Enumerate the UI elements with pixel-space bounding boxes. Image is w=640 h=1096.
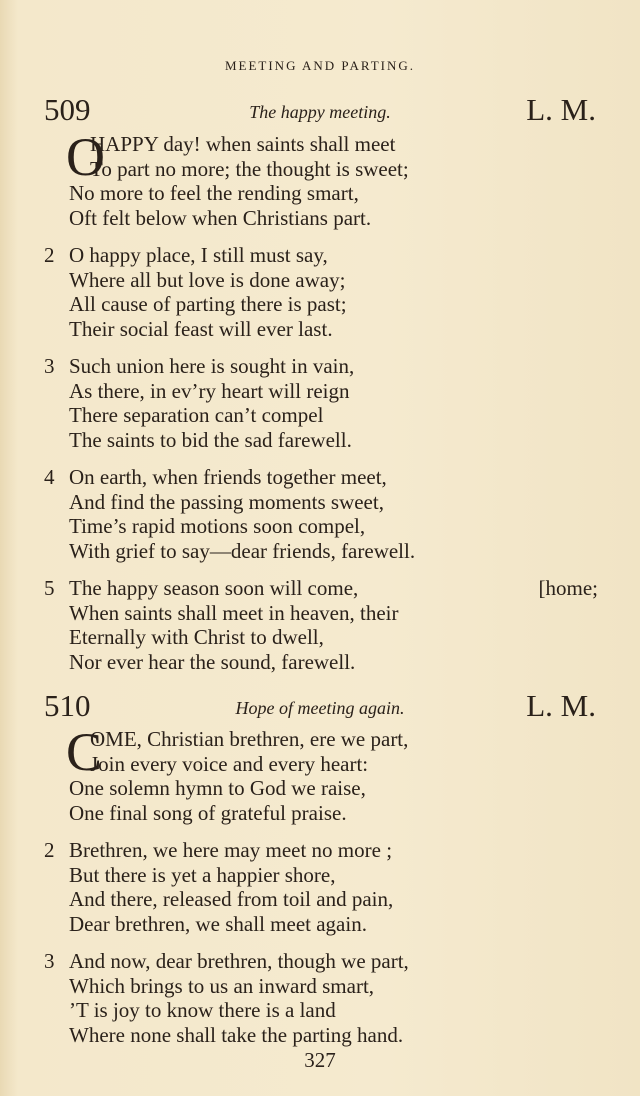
verse-line: [44, 576, 600, 601]
verse-line: And find the passing moments sweet,: [69, 489, 384, 514]
verse-line: No more to feel the rending smart,: [69, 181, 359, 205]
hymn-title: The happy meeting.: [249, 102, 391, 122]
turnover-word: [home;: [538, 576, 598, 600]
hymn-meter: L. M.: [526, 92, 596, 127]
verse-line: All cause of parting there is past;: [69, 292, 347, 316]
stanza-number: 3: [44, 949, 55, 973]
hymn-meter: L. M.: [526, 688, 596, 723]
verse-line: The saints to bid the sad farewell.: [69, 427, 352, 452]
stanza-number: 3: [44, 354, 55, 378]
drop-cap: C: [66, 722, 103, 782]
verse-line: When saints shall meet in heaven, their: [69, 600, 399, 625]
verse-line-text: The happy season soon will come,: [69, 576, 359, 600]
verse-line: Their social feast will ever last.: [69, 316, 333, 341]
verse-line: Such union here is sought in vain,: [69, 354, 355, 378]
verse-line: HAPPY day! when saints shall meet: [90, 132, 396, 156]
drop-cap: O: [66, 127, 105, 187]
verse-line: Time’s rapid motions soon compel,: [69, 514, 366, 538]
verse-line: Dear brethren, we shall meet again.: [69, 911, 367, 936]
hymn-510-stanza-3: [44, 949, 600, 1047]
verse-line: To part no more; the thought is sweet;: [90, 156, 409, 181]
verse-line: With grief to say—dear friends, farewell.: [69, 538, 416, 563]
stanza-number: 4: [44, 465, 55, 489]
hymn-509-stanza-4: [44, 465, 600, 563]
stanza-number: 5: [44, 576, 55, 600]
verse-line: Oft felt below when Christians part.: [69, 205, 372, 230]
verse-line: O happy place, I still must say,: [69, 243, 328, 267]
hymn-number: 509: [44, 92, 91, 127]
verse-line: And there, released from toil and pain,: [69, 887, 394, 911]
verse-line: Where all but love is done away;: [69, 267, 346, 292]
verse-line: Eternally with Christ to dwell,: [69, 625, 324, 649]
hymn-510-stanza-1: [44, 722, 600, 825]
hymn-509-stanza-3: [44, 354, 600, 452]
hymn-509-heading: [44, 92, 596, 132]
verse-line: OME, Christian brethren, ere we part,: [90, 727, 409, 751]
hymn-509-stanza-5: [44, 576, 600, 674]
verse-line: ’T is joy to know there is a land: [69, 998, 336, 1022]
stanza-number: 2: [44, 243, 55, 267]
hymn-number: 510: [44, 688, 91, 723]
hymn-510-heading: [44, 688, 596, 728]
verse-line: One final song of grateful praise.: [69, 800, 347, 825]
verse-line: Which brings to us an inward smart,: [69, 973, 375, 998]
page-number: 327: [304, 1048, 336, 1072]
stanza-number: 2: [44, 838, 55, 862]
verse-line: There separation can’t compel: [69, 403, 324, 427]
verse-line: Join every voice and every heart:: [90, 751, 369, 776]
running-header: MEETING AND PARTING.: [224, 58, 416, 73]
verse-line: On earth, when friends together meet,: [69, 465, 387, 489]
verse-line: And now, dear brethren, though we part,: [69, 949, 409, 973]
hymn-510-stanza-2: [44, 838, 600, 936]
hymn-title: Hope of meeting again.: [235, 698, 405, 718]
verse-line: Brethren, we here may meet no more ;: [69, 838, 393, 862]
verse-line: Where none shall take the parting hand.: [69, 1022, 404, 1047]
hymn-509-stanza-1: [44, 127, 600, 230]
verse-line: Nor ever hear the sound, farewell.: [69, 649, 356, 674]
verse-line: But there is yet a happier shore,: [69, 862, 336, 887]
verse-line: As there, in ev’ry heart will reign: [69, 378, 350, 403]
hymn-509-stanza-2: [44, 243, 600, 341]
verse-line: One solemn hymn to God we raise,: [69, 776, 366, 800]
